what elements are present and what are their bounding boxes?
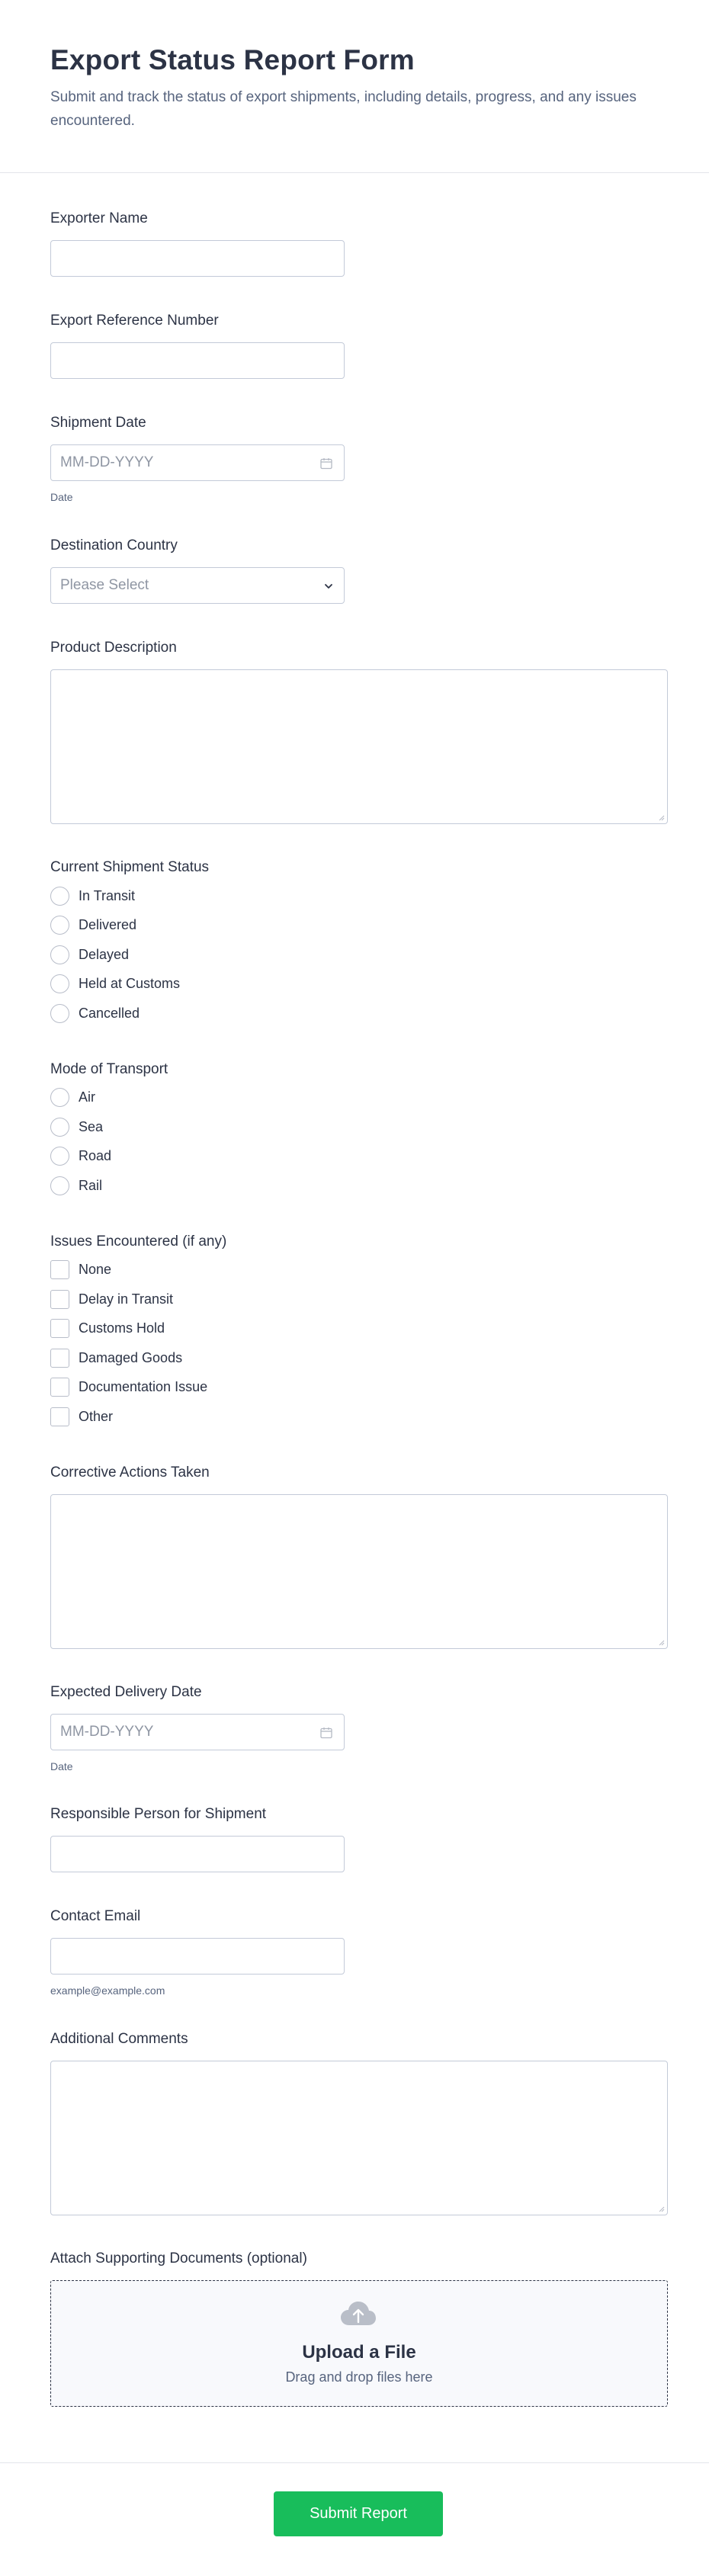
- product-description-field: [50, 639, 669, 824]
- form-subtitle: Submit and track the status of export shipments, including details, progress, and any issues encountered.: [50, 89, 637, 129]
- corrective-actions-label: Corrective Actions Taken: [50, 1464, 210, 1480]
- shipment-status-options: [50, 881, 669, 1028]
- option-label: Held at Customs: [79, 976, 181, 992]
- shipment-date-field: [50, 414, 669, 504]
- expected-delivery-placeholder: MM-DD-YYYY: [60, 1723, 154, 1740]
- option-label: In Transit: [79, 887, 136, 903]
- option-label: Delayed: [79, 946, 130, 962]
- radio-button[interactable]: [50, 1147, 69, 1166]
- shipment-status-option[interactable]: [50, 999, 669, 1028]
- transport-mode-field: [50, 1060, 669, 1201]
- option-label: Documentation Issue: [79, 1379, 208, 1395]
- calendar-icon[interactable]: [319, 1726, 333, 1740]
- radio-button[interactable]: [50, 945, 69, 964]
- form-footer: [0, 2462, 709, 2576]
- shipment-date-sublabel: Date: [50, 491, 73, 503]
- corrective-actions-field: [50, 1464, 669, 1649]
- cloud-upload-icon: [338, 2299, 378, 2330]
- issues-option[interactable]: [50, 1343, 669, 1373]
- option-label: Customs Hold: [79, 1320, 165, 1336]
- shipment-status-field: [50, 858, 669, 1028]
- option-label: Sea: [79, 1118, 104, 1134]
- issues-option[interactable]: [50, 1285, 669, 1314]
- upload-title: Upload a File: [302, 2341, 416, 2363]
- issues-option[interactable]: [50, 1402, 669, 1432]
- transport-mode-label: Mode of Transport: [50, 1060, 168, 1077]
- transport-mode-options: [50, 1083, 669, 1201]
- export-reference-input[interactable]: [50, 342, 345, 379]
- form-body: [0, 210, 709, 2407]
- option-label: None: [79, 1262, 112, 1278]
- form-header: [0, 0, 709, 173]
- shipment-status-option[interactable]: [50, 881, 669, 911]
- contact-email-field: [50, 1907, 669, 1997]
- issues-options: [50, 1256, 669, 1432]
- transport-mode-option[interactable]: [50, 1112, 669, 1142]
- product-description-textarea[interactable]: [50, 669, 668, 824]
- checkbox[interactable]: [50, 1349, 69, 1368]
- shipment-date-label: Shipment Date: [50, 415, 146, 431]
- issues-option[interactable]: [50, 1256, 669, 1285]
- file-upload-dropzone[interactable]: [50, 2280, 668, 2407]
- responsible-person-field: [50, 1805, 669, 1872]
- option-label: Rail: [79, 1177, 103, 1193]
- radio-button[interactable]: [50, 1176, 69, 1195]
- exporter-name-field: [50, 210, 669, 277]
- expected-delivery-input[interactable]: [50, 1714, 345, 1750]
- shipment-status-option[interactable]: [50, 940, 669, 970]
- contact-email-sublabel: example@example.com: [50, 1984, 165, 1997]
- expected-delivery-sublabel: Date: [50, 1760, 73, 1772]
- option-label: Cancelled: [79, 1005, 140, 1021]
- radio-button[interactable]: [50, 1118, 69, 1137]
- radio-button[interactable]: [50, 887, 69, 906]
- transport-mode-option[interactable]: [50, 1171, 669, 1201]
- resize-grip-icon[interactable]: [658, 1639, 665, 1646]
- shipment-date-placeholder: MM-DD-YYYY: [60, 454, 154, 470]
- contact-email-label: Contact Email: [50, 1907, 141, 1924]
- checkbox[interactable]: [50, 1319, 69, 1338]
- issues-label: Issues Encountered (if any): [50, 1233, 227, 1250]
- export-reference-field: [50, 312, 669, 379]
- resize-grip-icon[interactable]: [658, 2205, 665, 2212]
- issues-option[interactable]: [50, 1373, 669, 1403]
- radio-button[interactable]: [50, 1004, 69, 1023]
- destination-country-select[interactable]: [50, 567, 345, 604]
- attachments-label: Attach Supporting Documents (optional): [50, 2250, 307, 2266]
- radio-button[interactable]: [50, 1088, 69, 1107]
- resize-grip-icon[interactable]: [658, 814, 665, 821]
- issues-field: [50, 1233, 669, 1432]
- corrective-actions-textarea[interactable]: [50, 1494, 668, 1649]
- form-title: Export Status Report Form: [50, 44, 415, 75]
- attachments-field: [50, 2250, 669, 2407]
- additional-comments-field: [50, 2030, 669, 2215]
- contact-email-input[interactable]: [50, 1938, 345, 1975]
- shipment-status-option[interactable]: [50, 970, 669, 999]
- submit-button[interactable]: Submit Report: [274, 2491, 443, 2536]
- expected-delivery-label: Expected Delivery Date: [50, 1683, 202, 1700]
- transport-mode-option[interactable]: [50, 1083, 669, 1113]
- option-label: Delivered: [79, 917, 137, 933]
- chevron-down-icon: [321, 579, 336, 594]
- option-label: Other: [79, 1408, 114, 1424]
- option-label: Road: [79, 1148, 112, 1164]
- option-label: Delay in Transit: [79, 1291, 174, 1307]
- checkbox[interactable]: [50, 1378, 69, 1397]
- calendar-icon[interactable]: [319, 457, 333, 470]
- expected-delivery-field: [50, 1683, 669, 1773]
- shipment-status-option[interactable]: [50, 911, 669, 941]
- additional-comments-label: Additional Comments: [50, 2030, 188, 2047]
- transport-mode-option[interactable]: [50, 1142, 669, 1172]
- additional-comments-textarea[interactable]: [50, 2061, 668, 2215]
- radio-button[interactable]: [50, 916, 69, 935]
- issues-option[interactable]: [50, 1314, 669, 1344]
- exporter-name-input[interactable]: [50, 240, 345, 277]
- upload-hint: Drag and drop files here: [285, 2369, 433, 2385]
- checkbox[interactable]: [50, 1407, 69, 1426]
- checkbox[interactable]: [50, 1260, 69, 1279]
- exporter-name-label: Exporter Name: [50, 210, 148, 226]
- radio-button[interactable]: [50, 974, 69, 993]
- product-description-label: Product Description: [50, 640, 177, 656]
- export-reference-label: Export Reference Number: [50, 313, 219, 329]
- destination-country-label: Destination Country: [50, 537, 178, 553]
- option-label: Air: [79, 1089, 95, 1105]
- destination-country-selected: Please Select: [60, 577, 149, 593]
- destination-country-field: [50, 537, 669, 604]
- shipment-date-input[interactable]: [50, 444, 345, 481]
- shipment-status-label: Current Shipment Status: [50, 859, 210, 875]
- checkbox[interactable]: [50, 1290, 69, 1309]
- option-label: Damaged Goods: [79, 1349, 183, 1365]
- responsible-person-label: Responsible Person for Shipment: [50, 1805, 267, 1822]
- responsible-person-input[interactable]: [50, 1836, 345, 1872]
